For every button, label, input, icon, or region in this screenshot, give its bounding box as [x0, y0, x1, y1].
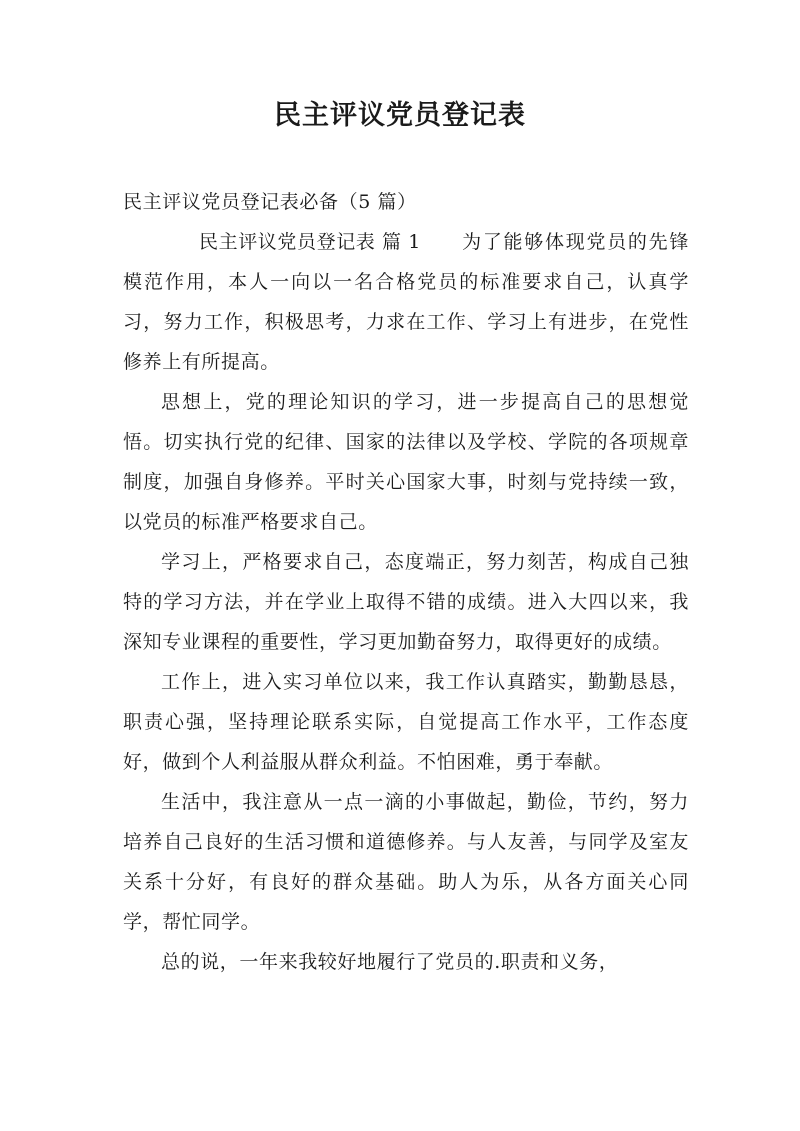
paragraph-4: 工作上，进入实习单位以来，我工作认真踏实，勤勤恳恳，职责心强，坚持理论联系实际，自觉提高工作水平，工作态度好，做到个人利益服从群众利益。不怕困难，勇于奉献。	[123, 671, 689, 773]
document-body	[123, 182, 689, 982]
paragraph-3: 学习上，严格要求自己，态度端正，努力刻苦，构成自己独特的学习方法，并在学业上取得不错的成绩。进入大四以来，我深知专业课程的重要性，学习更加勤奋努力，取得更好的成绩。	[123, 551, 689, 653]
paragraph-1	[123, 222, 689, 382]
document-subtitle: 民主评议党员登记表必备（5 篇）	[123, 191, 417, 213]
paragraph-5: 生活中，我注意从一点一滴的小事做起，勤俭，节约，努力培养自己良好的生活习惯和道德修养。与人友善，与同学及室友关系十分好，有良好的群众基础。助人为乐，从各方面关心同学，帮忙同学。	[123, 791, 689, 933]
paragraph-2: 思想上，党的理论知识的学习，进一步提高自己的思想觉悟。切实执行党的纪律、国家的法律以及学校、学院的各项规章制度，加强自身修养。平时关心国家大事，时刻与党持续一致，以党员的标准严格要求自己。	[123, 391, 689, 533]
paragraph-1-text: 为了能够体现党员的先锋模范作用，本人一向以一名合格党员的标准要求自己，认真学习，努力工作，积极思考，力求在工作、学习上有进步，在党性修养上有所提高。	[123, 231, 689, 373]
paragraph-6: 总的说，一年来我较好地履行了党员的.职责和义务，	[161, 951, 619, 973]
document-title: 民主评议党员登记表	[274, 100, 526, 131]
section-heading: 民主评议党员登记表 篇 1	[199, 231, 421, 253]
